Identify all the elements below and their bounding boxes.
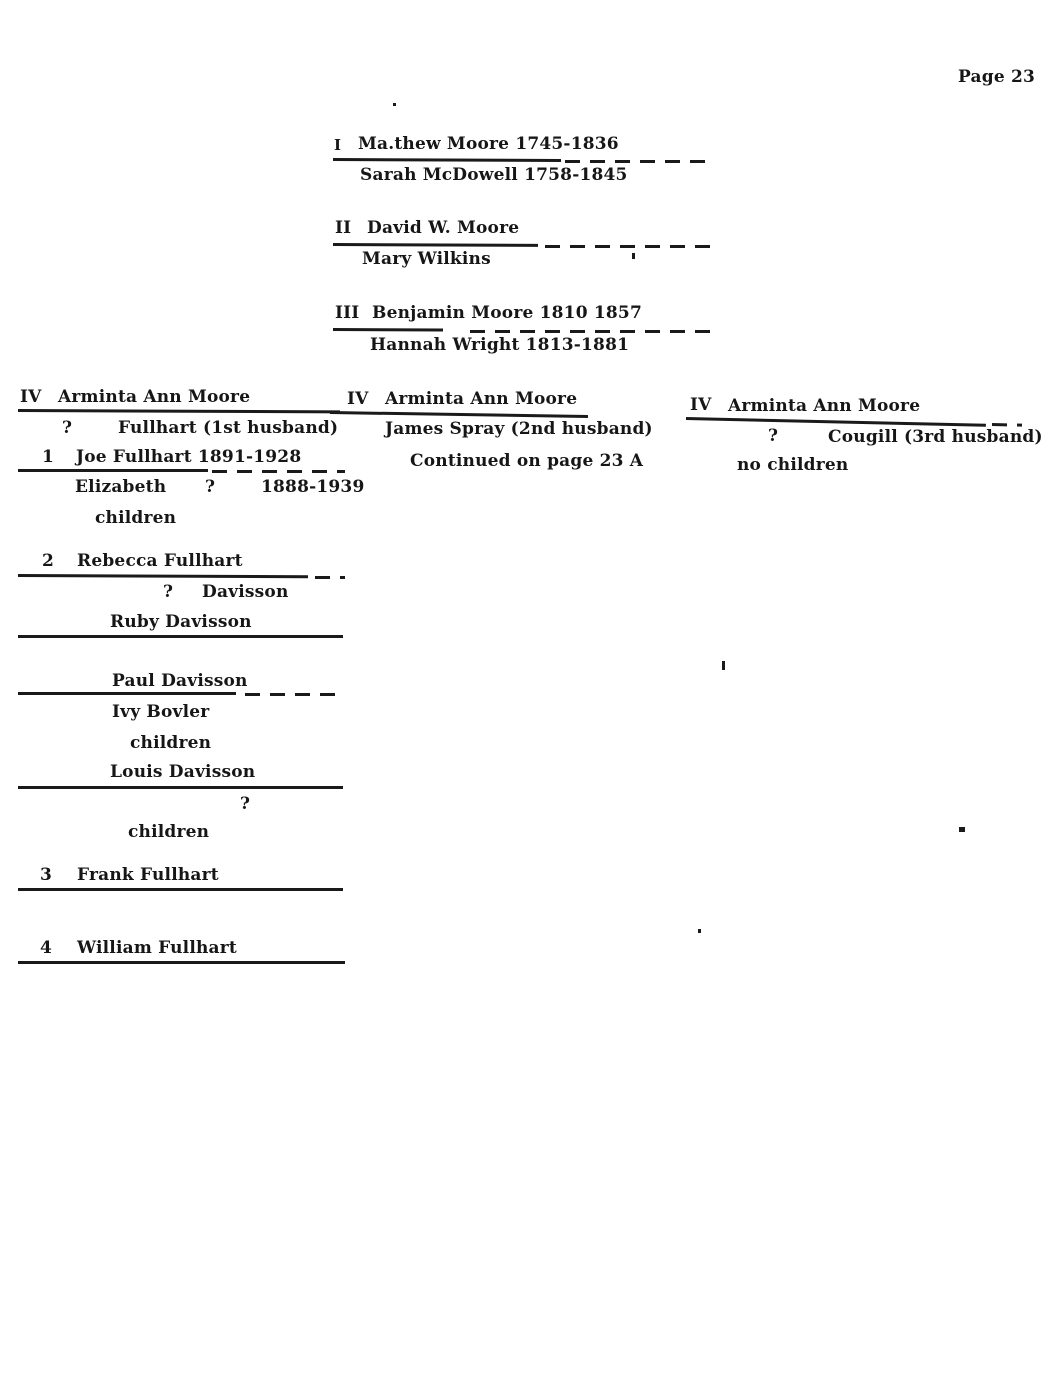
col1-child2-husband-question: ?	[163, 582, 174, 602]
col1-child2-child: Ruby Davisson	[110, 612, 252, 632]
col1-child3-number: 3	[40, 865, 53, 885]
col3-husband: Cougill (3rd husband)	[828, 427, 1043, 447]
scan-speck	[393, 103, 396, 106]
col1-child1-name: Joe Fullhart 1891-1928	[76, 447, 302, 467]
scan-speck	[722, 661, 725, 670]
col1-child2-number: 2	[42, 551, 55, 571]
col1-husband: Fullhart (1st husband)	[118, 418, 339, 438]
gen3-numeral: III	[335, 303, 360, 323]
gen1-spouse: Sarah McDowell 1758-1845	[360, 165, 628, 185]
col1-paul-note: children	[130, 733, 212, 753]
col3-husband-question: ?	[768, 426, 779, 446]
col1-paul-wife: Ivy Bovler	[112, 702, 210, 722]
col3-numeral: IV	[690, 395, 712, 415]
gen3-underline	[333, 328, 443, 331]
col1-child4-name: William Fullhart	[77, 938, 237, 958]
col1-child1-underline-dashes	[212, 470, 345, 473]
col2-person: Arminta Ann Moore	[385, 389, 578, 409]
gen1-underline	[333, 158, 561, 162]
gen3-spouse: Hannah Wright 1813-1881	[370, 335, 630, 355]
col2-husband: James Spray (2nd husband)	[385, 419, 653, 439]
col1-child2-underline-dashes	[315, 576, 345, 579]
gen1-underline-dashes	[565, 160, 712, 163]
col1-child4-number: 4	[40, 938, 53, 958]
col1-child4-underline	[18, 961, 345, 964]
col1-child1-underline	[18, 469, 208, 472]
col1-numeral: IV	[20, 387, 42, 407]
gen2-underline	[333, 243, 538, 247]
col1-paul-name: Paul Davisson	[112, 671, 248, 691]
col1-child2-name: Rebecca Fullhart	[77, 551, 243, 571]
gen2-underline-dashes	[545, 245, 712, 248]
col3-underline	[686, 417, 986, 427]
col1-child1-note: children	[95, 508, 177, 528]
col1-child1-number: 1	[42, 447, 55, 467]
gen2-numeral: II	[335, 218, 352, 238]
col1-child2-underline	[18, 574, 308, 578]
col1-louis-wife-question: ?	[240, 794, 251, 814]
gen3-underline-dashes	[470, 330, 712, 333]
col1-louis-name: Louis Davisson	[110, 762, 256, 782]
gen3-person: Benjamin Moore 1810 1857	[372, 303, 642, 323]
col1-child1-wife-dates: 1888-1939	[261, 477, 365, 497]
gen2-spouse: Mary Wilkins	[362, 249, 491, 269]
col1-child1-wife-question: ?	[205, 477, 216, 497]
gen2-person: David W. Moore	[367, 218, 520, 238]
col1-child3-name: Frank Fullhart	[77, 865, 219, 885]
col3-person: Arminta Ann Moore	[728, 396, 921, 416]
scan-speck	[698, 929, 701, 933]
col1-child2-husband: Davisson	[202, 582, 289, 602]
col2-numeral: IV	[347, 389, 369, 409]
col2-underline	[330, 411, 588, 418]
col1-husband-question: ?	[62, 418, 73, 438]
col1-person: Arminta Ann Moore	[58, 387, 251, 407]
col1-underline	[18, 409, 340, 413]
col1-ruby-underline	[18, 635, 343, 638]
gen1-person: Ma.thew Moore 1745-1836	[358, 134, 619, 154]
col1-child3-underline	[18, 888, 343, 891]
col3-note: no children	[737, 455, 849, 475]
col1-louis-note: children	[128, 822, 210, 842]
gen1-numeral: I	[334, 136, 342, 154]
scan-speck	[959, 827, 965, 832]
scan-speck	[632, 253, 635, 259]
col1-child1-wife: Elizabeth	[75, 477, 167, 497]
col1-louis-underline	[18, 786, 343, 789]
page-number: Page 23	[958, 67, 1036, 87]
col2-note: Continued on page 23 A	[410, 451, 644, 471]
col1-paul-underline	[18, 692, 236, 695]
col1-paul-underline-dashes	[245, 693, 345, 696]
